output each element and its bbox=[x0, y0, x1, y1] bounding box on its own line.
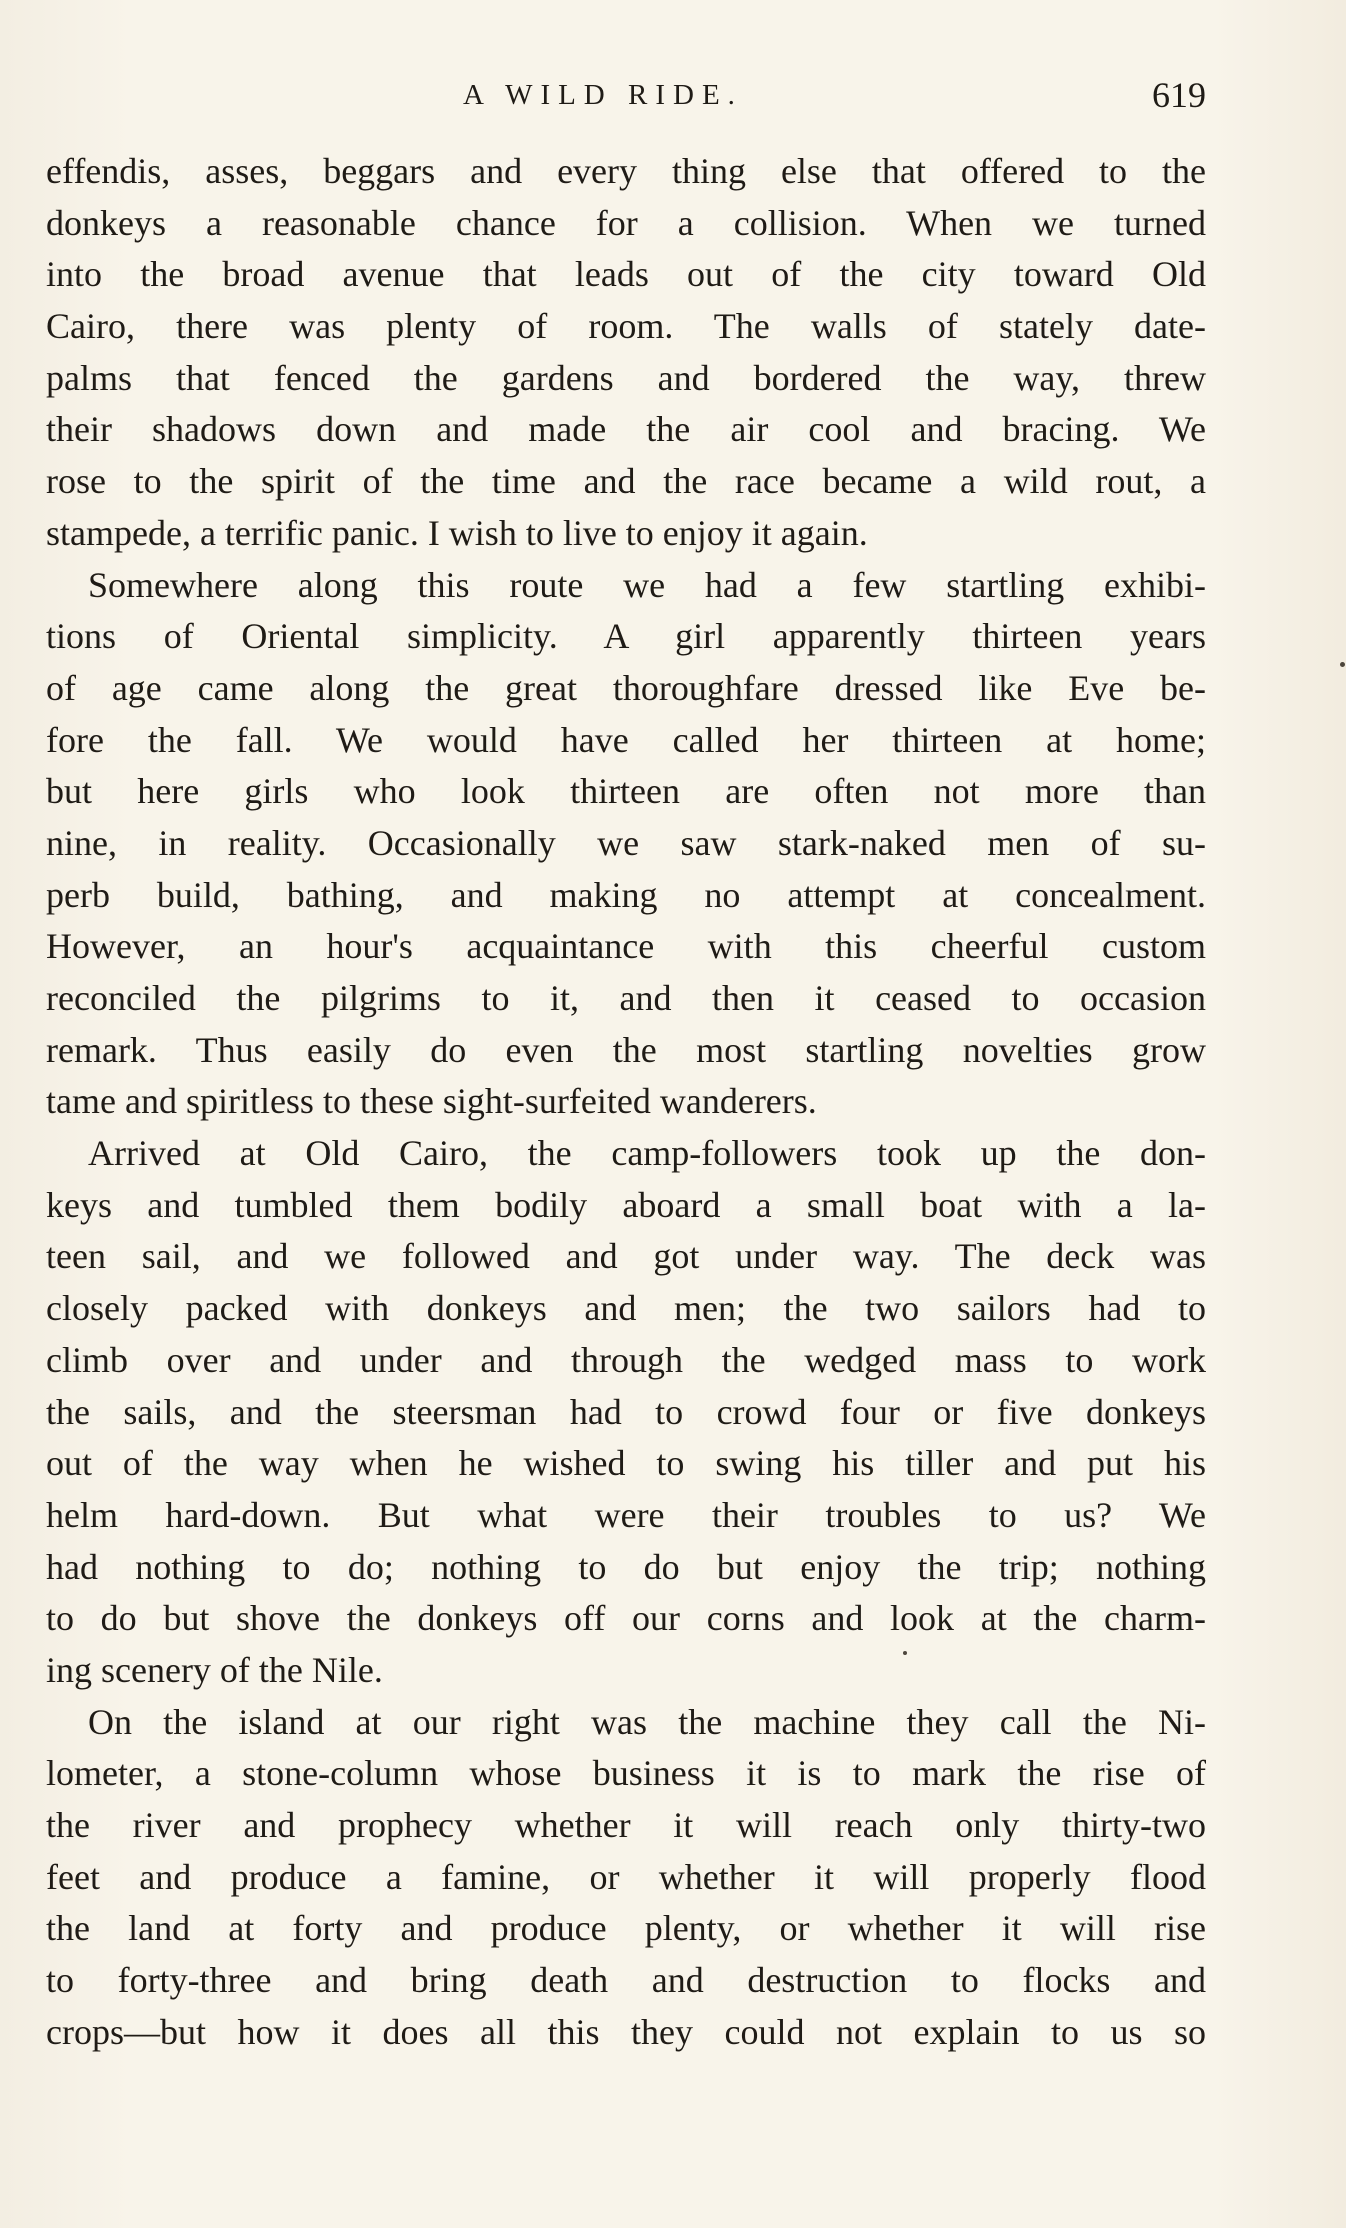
text-line-24: climb over and under and through the wedged mass to work bbox=[46, 1339, 1206, 1380]
text-line-25: the sails, and the steersman had to crowd four or five donkeys bbox=[46, 1391, 1206, 1432]
page-header bbox=[48, 70, 1206, 120]
print-speck bbox=[1340, 662, 1345, 667]
text-line-05: palms that fenced the gardens and bordered the way, threw bbox=[46, 357, 1206, 398]
text-line-02: donkeys a reasonable chance for a collision. When we turned bbox=[46, 202, 1206, 243]
text-line-13: but here girls who look thirteen are often not more than bbox=[46, 771, 1206, 812]
text-line-09: Somewhere along this route we had a few startling exhibi- bbox=[88, 564, 1206, 605]
text-line-21: keys and tumbled them bodily aboard a small boat with a la- bbox=[46, 1184, 1206, 1225]
text-line-26: out of the way when he wished to swing his tiller and put his bbox=[46, 1443, 1206, 1484]
text-line-34: feet and produce a famine, or whether it will properly flood bbox=[46, 1856, 1206, 1897]
text-line-36: to forty-three and bring death and destruction to flocks and bbox=[46, 1960, 1206, 2001]
body-text bbox=[46, 146, 1206, 2058]
text-line-30: ing scenery of the Nile. bbox=[46, 1649, 383, 1690]
text-line-15: perb build, bathing, and making no attempt at concealment. bbox=[46, 874, 1206, 915]
text-line-03: into the broad avenue that leads out of the city toward Old bbox=[46, 254, 1206, 295]
text-line-28: had nothing to do; nothing to do but enjoy the trip; nothing bbox=[46, 1546, 1206, 1587]
text-line-12: fore the fall. We would have called her thirteen at home; bbox=[46, 719, 1206, 760]
text-line-16: However, an hour's acquaintance with this cheerful custom bbox=[46, 926, 1206, 967]
page-number: 619 bbox=[1152, 75, 1206, 115]
text-line-27: helm hard-down. But what were their troubles to us? We bbox=[46, 1494, 1206, 1535]
text-line-11: of age came along the great thoroughfare dressed like Eve be- bbox=[46, 667, 1206, 708]
text-line-22: teen sail, and we followed and got under way. The deck was bbox=[46, 1236, 1206, 1277]
text-line-23: closely packed with donkeys and men; the two sailors had to bbox=[46, 1288, 1206, 1329]
text-line-14: nine, in reality. Occasionally we saw stark-naked men of su- bbox=[46, 822, 1206, 863]
text-line-06: their shadows down and made the air cool and bracing. We bbox=[46, 409, 1206, 450]
text-line-31: On the island at our right was the machine they call the Ni- bbox=[88, 1701, 1206, 1742]
text-line-29: to do but shove the donkeys off our corns and look at the charm- bbox=[46, 1598, 1206, 1639]
text-line-37: crops—but how it does all this they could not explain to us so bbox=[46, 2011, 1206, 2052]
text-line-19: tame and spiritless to these sight-surfeited wanderers. bbox=[46, 1081, 817, 1122]
text-line-08: stampede, a terrific panic. I wish to live to enjoy it again. bbox=[46, 512, 868, 553]
text-line-32: lometer, a stone-column whose business it is to mark the rise of bbox=[46, 1753, 1206, 1794]
text-line-07: rose to the spirit of the time and the race became a wild rout, a bbox=[46, 461, 1206, 502]
print-speck bbox=[903, 1651, 907, 1655]
text-line-04: Cairo, there was plenty of room. The walls of stately date- bbox=[46, 306, 1206, 347]
text-line-33: the river and prophecy whether it will reach only thirty-two bbox=[46, 1805, 1206, 1845]
text-line-35: the land at forty and produce plenty, or whether it will rise bbox=[46, 1908, 1206, 1949]
text-line-10: tions of Oriental simplicity. A girl apparently thirteen years bbox=[46, 616, 1206, 657]
text-line-20: Arrived at Old Cairo, the camp-followers took up the don- bbox=[88, 1133, 1206, 1174]
text-line-18: remark. Thus easily do even the most startling novelties grow bbox=[46, 1029, 1206, 1070]
text-line-17: reconciled the pilgrims to it, and then it ceased to occasion bbox=[46, 978, 1206, 1018]
text-line-01: effendis, asses, beggars and every thing else that offered to the bbox=[46, 151, 1206, 191]
running-head: A WILD RIDE. bbox=[463, 79, 743, 111]
